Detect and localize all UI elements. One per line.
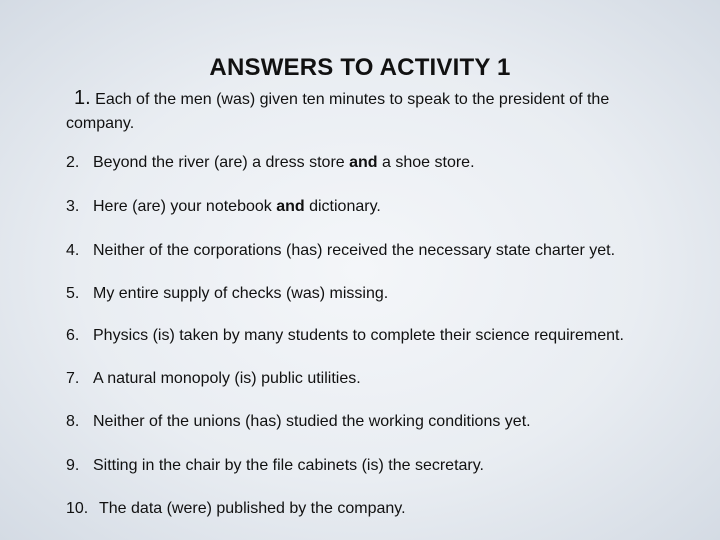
answer-text-end: a shoe store.: [377, 154, 475, 171]
answer-bold-word: and: [349, 154, 378, 171]
answer-text: A natural monopoly (is) public utilities.: [93, 370, 361, 387]
answer-item-10: [66, 499, 406, 519]
answer-item-5: [66, 284, 388, 304]
slide-title-text: ANSWERS TO ACTIVITY 1: [209, 54, 511, 81]
answer-number: 1.: [74, 87, 91, 109]
answer-text: Neither of the corporations (has) received the necessary state charter yet.: [93, 242, 616, 259]
answer-item-3: [66, 197, 381, 217]
answer-item-4: [66, 241, 615, 261]
answer-bold-word: and: [276, 198, 305, 215]
answer-number: 4.: [66, 242, 80, 259]
answer-item-8: [66, 412, 531, 432]
answer-text: Here (are) your notebook: [93, 198, 277, 215]
answer-number: 2.: [66, 154, 80, 171]
answer-number: 6.: [66, 327, 80, 344]
answer-item-2: [66, 153, 475, 173]
slide-title: [0, 54, 720, 82]
answer-text: Sitting in the chair by the file cabinets (is) the secretary.: [93, 457, 484, 474]
answer-item-6: [66, 326, 624, 346]
answer-number: 9.: [66, 457, 80, 474]
answer-number: 5.: [66, 285, 80, 302]
answer-number: 8.: [66, 413, 80, 430]
answer-text: Neither of the unions (has) studied the working conditions yet.: [93, 413, 531, 430]
answer-text: Each of the men (was) given ten minutes to speak to the president of the company.: [66, 91, 610, 132]
answer-number: 7.: [66, 370, 80, 387]
answer-text-end: dictionary.: [304, 198, 381, 215]
answer-number: 3.: [66, 198, 80, 215]
answer-text: Beyond the river (are) a dress store: [93, 154, 350, 171]
answer-number: 10.: [66, 500, 89, 517]
answer-text: The data (were) published by the company.: [99, 500, 406, 517]
answer-item-9: [66, 456, 484, 476]
answer-text: Physics (is) taken by many students to complete their science requirement.: [93, 327, 624, 344]
answer-item-7: [66, 369, 361, 389]
answer-text: My entire supply of checks (was) missing.: [93, 285, 389, 302]
answer-item-1: [66, 86, 666, 136]
